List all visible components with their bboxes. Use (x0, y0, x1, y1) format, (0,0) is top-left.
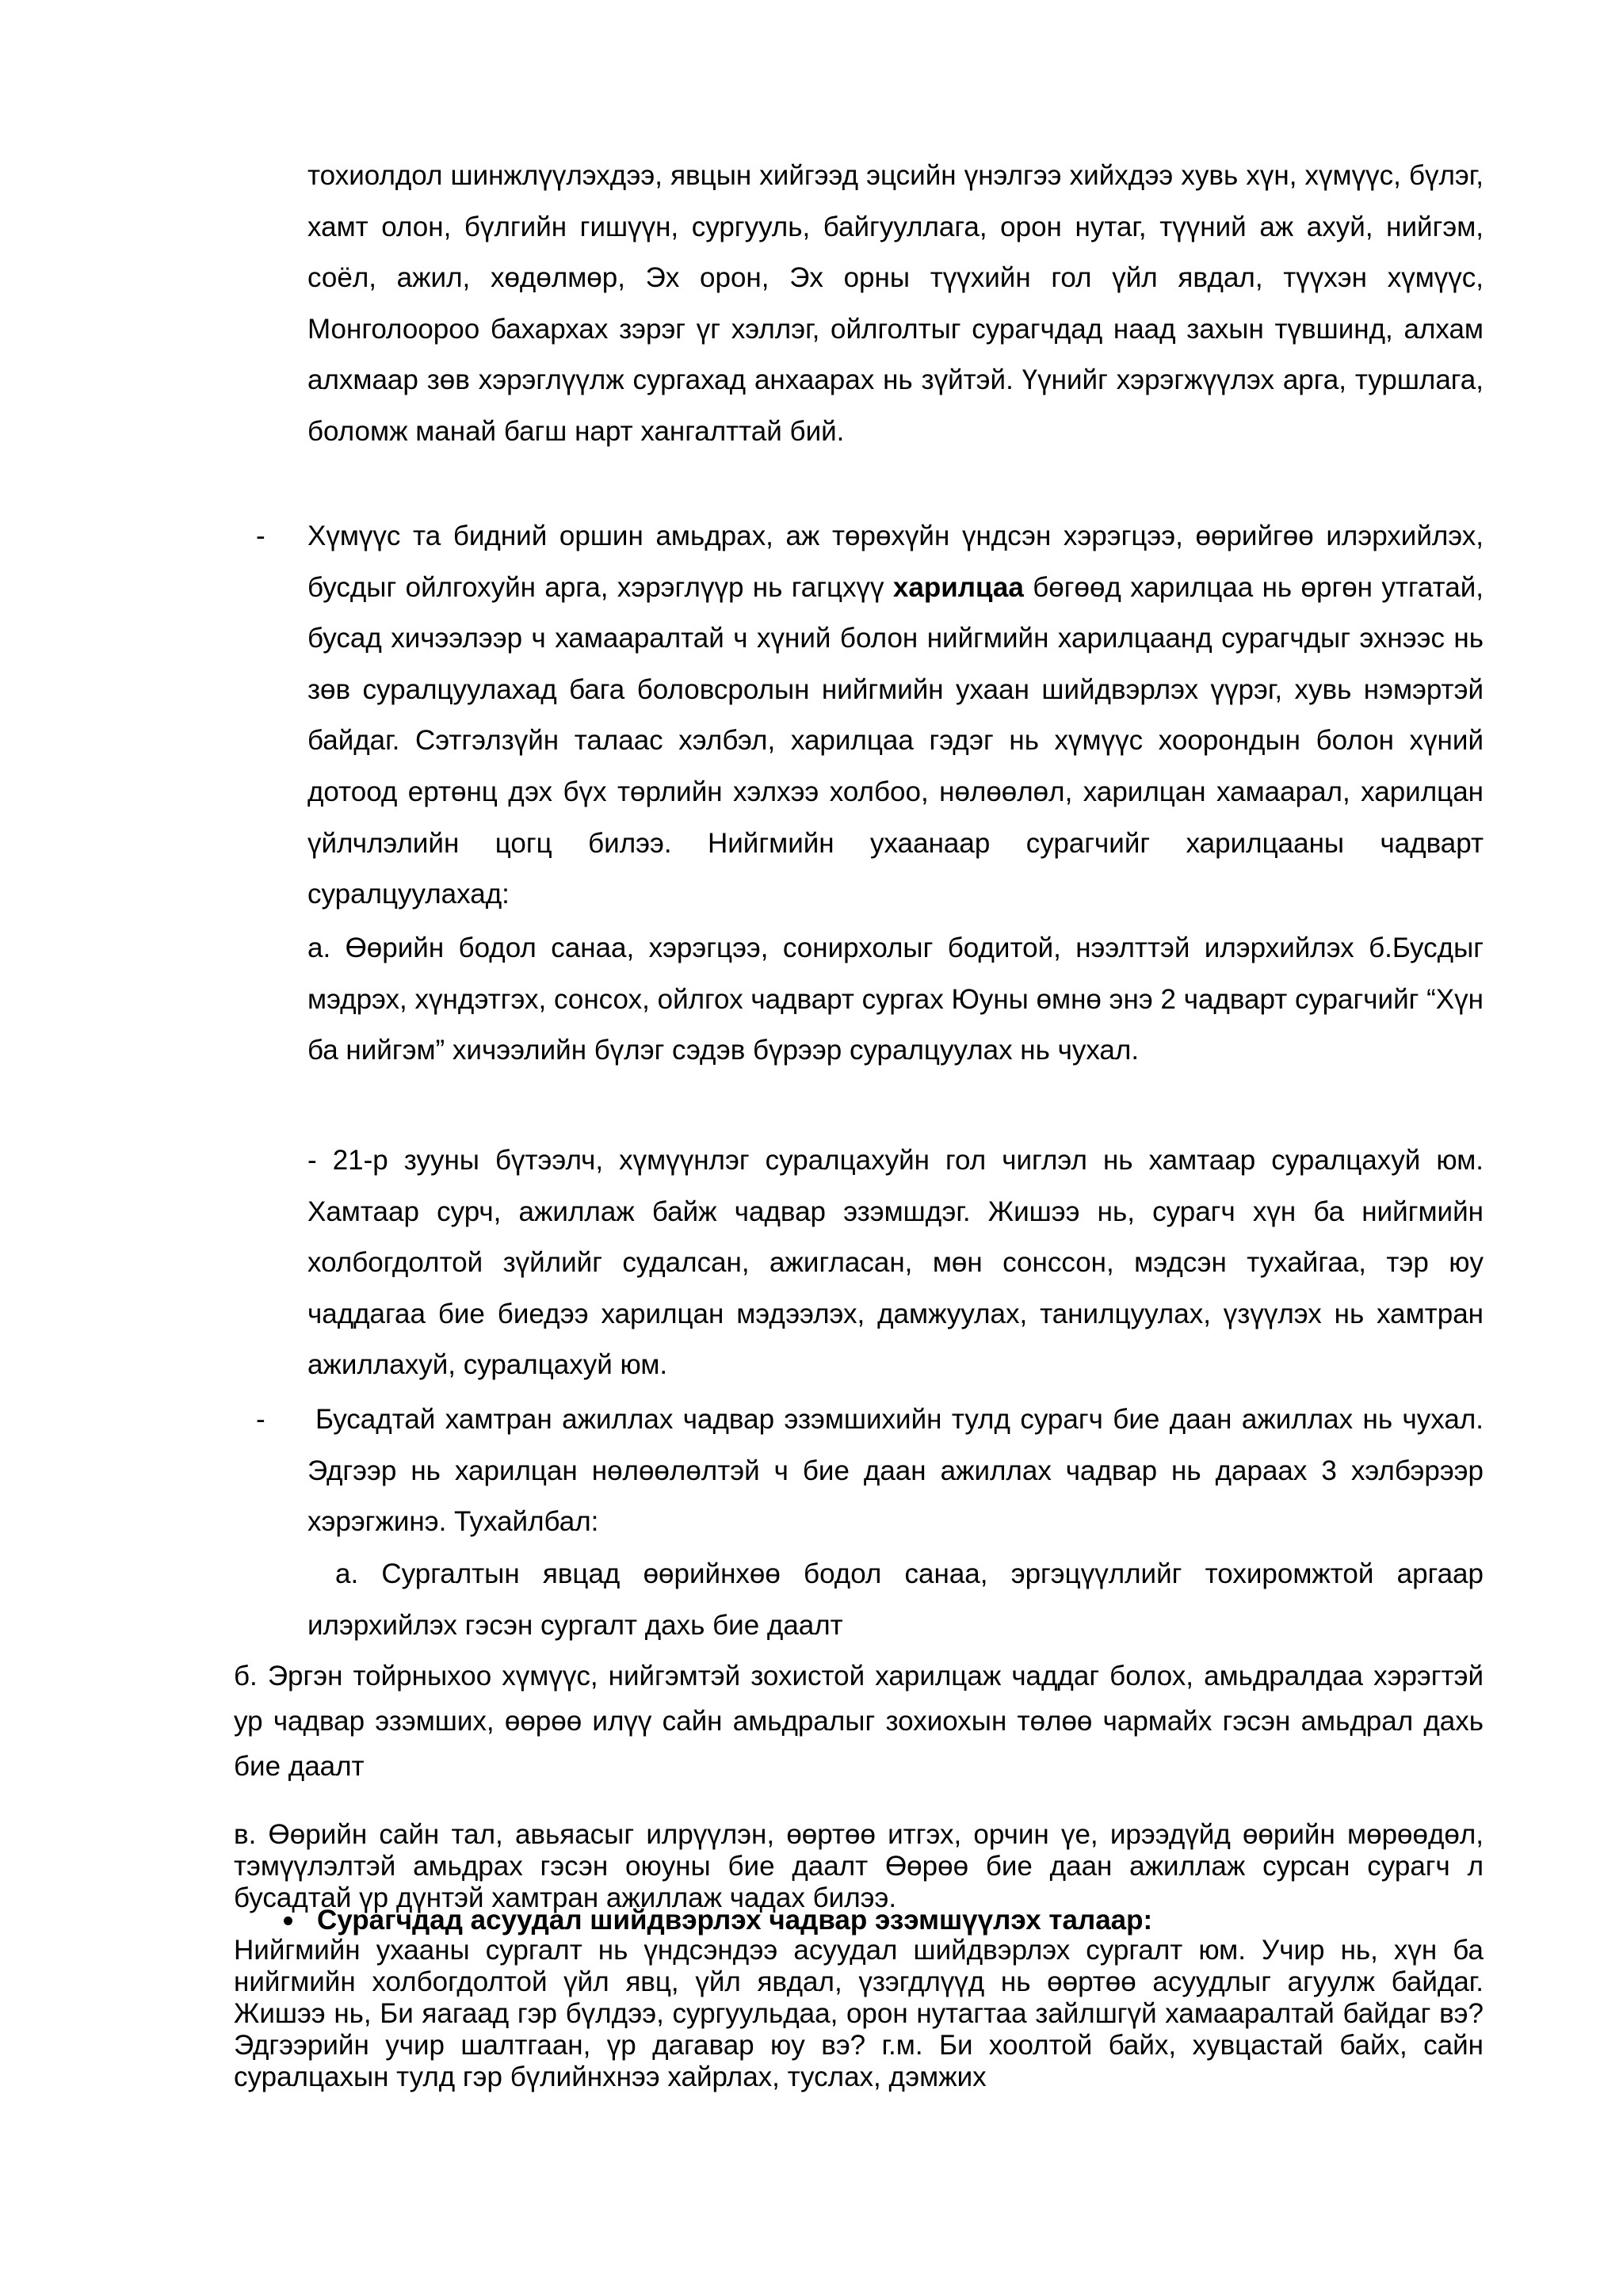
bullet-icon (284, 1917, 292, 1925)
paragraph-intellectual-independence: в. Өөрийн сайн тал, авьяасыг илрүүлэн, өөртөө итгэх, орчин үе, ирээдүйд өөрийн мөрөөдөл, тэмүүлэлтэй амьдрах гэсэн оюуны бие даалт Өөрөө бие даан ажиллаж сурсан сурагч л бусадтай үр дүнтэй хамтран ажиллаж чадах билээ. (234, 1819, 1484, 1913)
paragraph-independent-work: Бусадтай хамтран ажиллах чадвар эзэмшихийн тулд сурагч бие даан ажиллах нь чухал. Эдгээр нь харилцан нөлөөлөлтэй ч бие даан ажиллах чадвар нь дараах 3 хэлбэрээр хэрэгжинэ. Тухайлбал: (307, 1404, 1484, 1538)
paragraph-collaborative-learning: - 21-р зууны бүтээлч, хүмүүнлэг суралцахуйн гол чиглэл нь хамтаар суралцахуй юм. Хамтаар сурч, ажиллаж байж чадвар эзэмшдэг. Жишээ нь, сурагч хүн ба нийгмийн холбогдолтой зүйлийг судалсан, ажигласан, мөн сонссон, мэдсэн тухайгаа, тэр юу чаддагаа бие биедээ харилцан мэдээлэх, дамжуулах, танилцуулах, үзүүлэх нь хамтран ажиллахуй, суралцахуй юм. (307, 1145, 1484, 1381)
paragraph-intro: тохиолдол шинжлүүлэхдээ, явцын хийгээд эцсийн үнэлгээ хийхдээ хувь хүн, хүмүүс, бүлэг, хамт олон, бүлгийн гишүүн, сургууль, байгууллага, орон нутаг, түүний аж ахуй, нийгэм, соёл, ажил, хөдөлмөр, Эх орон, Эх орны түүхийн гол үйл явдал, түүхэн хүмүүс, Монголоороо бахархах зэрэг үг хэллэг, ойлголтыг сурагчдад наад захын түвшинд, алхам алхмаар зөв хэрэглүүлж сургахад анхаарах нь зүйтэй. Үүнийг хэрэгжүүлэх арга, туршлага, боломж манай багш нарт хангалттай бий. (307, 160, 1484, 447)
paragraph-life-independence: б. Эргэн тойрныхоо хүмүүс, нийгэмтэй зохистой харилцаж чаддаг болох, амьдралдаа хэрэгтэй ур чадвар эзэмших, өөрөө илүү сайн амьдралыг зохиохын төлөө чармайх гэсэн амьдрал дахь бие даалт (234, 1661, 1484, 1782)
paragraph-communication (307, 511, 1484, 921)
communication-bold-term: харилцаа (892, 571, 1024, 603)
paragraph-communication-skills: а. Өөрийн бодол санаа, хэрэгцээ, сонирхолыг бодитой, нээлттэй илэрхийлэх б.Бусдыг мэдрэх, хүндэтгэх, сонсох, ойлгох чадварт сургах Юуны өмнө энэ 2 чадварт сурагчийг “Хүн ба нийгэм” хичээлийн бүлэг сэдэв бүрээр суралцуулах нь чухал. (307, 933, 1484, 1066)
list-dash: - (256, 521, 265, 551)
section-heading-problem-solving: Сурагчдад асуудал шийдвэрлэх чадвар эзэмшүүлэх талаар: (317, 1905, 1153, 1936)
paragraph-learning-independence: а. Сургалтын явцад өөрийнхөө бодол санаа, эргэцүүллийг тохиромжтой аргаар илэрхийлэх гэсэн сургалт дахь бие даалт (307, 1558, 1484, 1641)
communication-text-b: бөгөөд харилцаа нь өргөн утгатай, бусад хичээлээр ч хамааралтай ч хүний болон нийгмийн харилцаанд сурагчдыг эхнээс нь зөв суралцуулахад бага боловсролын нийгмийн ухаан шийдвэрлэх үүрэг, хувь нэмэртэй байдаг. Сэтгэлзүйн талаас хэлбэл, харилцаа гэдэг нь хүмүүс хоорондын болон хүний дотоод ертөнц дэх бүх төрлийн хэлхээ холбоо, нөлөөлөл, харилцан хамаарал, харилцан үйлчлэлийн цогц билээ. Нийгмийн ухаанаар сурагчийг харилцааны чадварт суралцуулахад: (307, 571, 1484, 910)
communication-text-a: Хүмүүс та бидний оршин амьдрах, аж төрөхүйн үндсэн хэрэгцээ, өөрийгөө илэрхийлэх, бусдыг ойлгохуйн арга, хэрэглүүр нь гагцхүү (307, 521, 1484, 603)
paragraph-problem-solving: Нийгмийн ухааны сургалт нь үндсэндээ асуудал шийдвэрлэх сургалт юм. Учир нь, хүн ба нийгмийн холбогдолтой үйл явц, үйл явдал, үзэгдлүүд нь өөртөө асуудлыг агуулж байдаг. Жишээ нь, Би яагаад гэр бүлдээ, сургуульдаа, орон нутагтаа зайлшгүй хамааралтай байдаг вэ? Эдгээрийн учир шалтгаан, үр дагавар юу вэ? г.м. Би хоолтой байх, хувцастай байх, сайн суралцахын тулд гэр бүлийнхнээ хайрлах, туслах, дэмжих (234, 1935, 1484, 2092)
list-dash: - (256, 1404, 265, 1435)
